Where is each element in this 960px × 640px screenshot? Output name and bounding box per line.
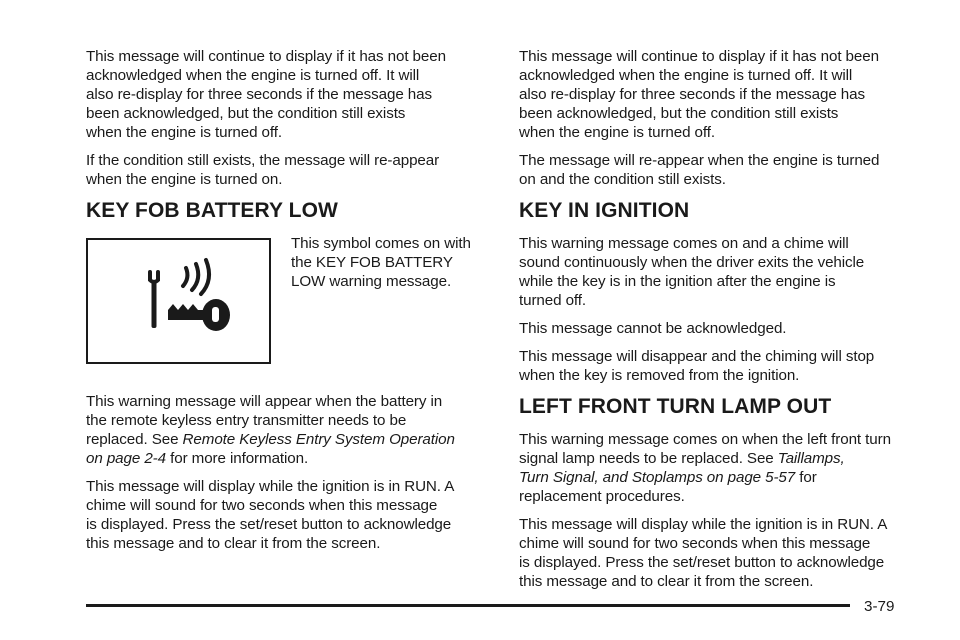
key-fob-battery-low-icon <box>128 254 238 334</box>
page-number: 3-79 <box>864 598 895 615</box>
paragraph: This message will display while the ignition is in RUN. A chime will sound for two seconds when this message is displayed. Press the set/reset button to acknowledge this message and to clear it from the screen. <box>86 478 455 552</box>
text-span: This warning message comes on when the left front turn signal lamp needs to be replaced. See <box>519 431 891 467</box>
paragraph: The message will re-appear when the engine is turned on and the condition still exists. <box>519 152 880 188</box>
text-span: for replacement procedures. <box>519 469 817 505</box>
cross-reference-link[interactable]: Taillamps, Turn Signal, and Stoplamps on page 5-57 <box>519 450 845 486</box>
section-heading-key-in-ignition: KEY IN IGNITION <box>519 199 690 222</box>
symbol-caption: This symbol comes on with the KEY FOB BATTERY LOW warning message. <box>291 235 471 290</box>
paragraph <box>86 392 491 468</box>
paragraph: This warning message comes on and a chime will sound continuously when the driver exits the vehicle while the key is in the ignition after the engine is turned off. <box>519 235 865 309</box>
text-span: for more information. <box>165 450 309 467</box>
section-heading-left-front-turn-lamp-out: LEFT FRONT TURN LAMP OUT <box>519 395 832 418</box>
paragraph: This message will disappear and the chiming will stop when the key is removed from the ignition. <box>519 348 875 384</box>
paragraph <box>519 430 924 506</box>
paragraph: This message cannot be acknowledged. <box>519 320 787 337</box>
paragraph: If the condition still exists, the message will re-appear when the engine is turned on. <box>86 152 440 188</box>
section-heading-key-fob-battery-low: KEY FOB BATTERY LOW <box>86 199 338 222</box>
paragraph: This message will display while the ignition is in RUN. A chime will sound for two seconds when this message is displayed. Press the set/reset button to acknowledge this message and to clear it from the screen. <box>519 516 888 590</box>
paragraph: This message will continue to display if it has not been acknowledged when the engine is turned off. It will also re-display for three seconds if the message has been acknowledged, but the condition still exists when the engine is turned off. <box>86 48 446 141</box>
cross-reference-link[interactable]: Remote Keyless Entry System Operation on page 2-4 <box>86 431 455 467</box>
right-column <box>519 47 924 600</box>
text-span: This warning message will appear when the battery in the remote keyless entry transmitter needs to be replaced. See <box>86 393 443 448</box>
paragraph: This message will continue to display if it has not been acknowledged when the engine is turned off. It will also re-display for three seconds if the message has been acknowledged, but the condition still exists when the engine is turned off. <box>519 48 879 141</box>
footer-rule <box>86 604 850 607</box>
symbol-figure <box>86 234 491 362</box>
left-column <box>86 47 491 562</box>
symbol-box <box>86 238 271 364</box>
